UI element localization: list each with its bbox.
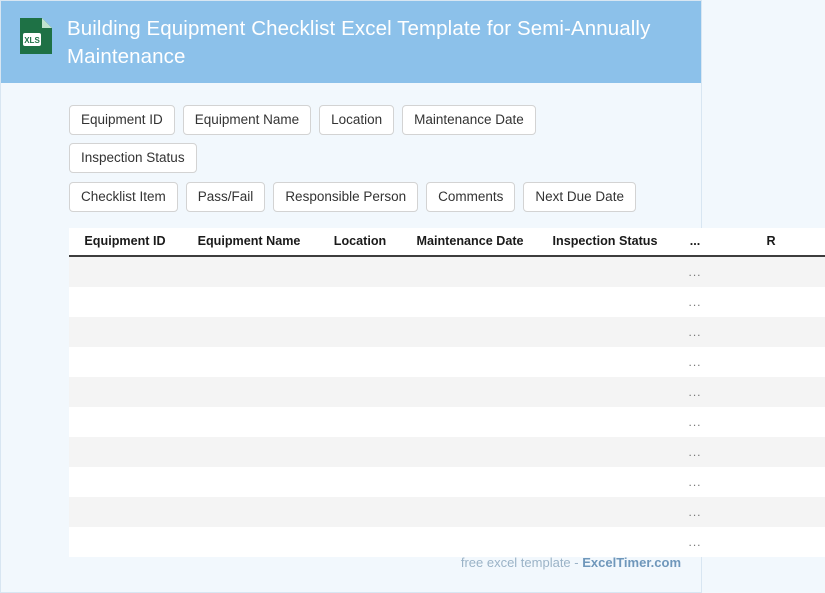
chip-responsible-person[interactable]: Responsible Person	[273, 182, 418, 212]
table-row	[69, 317, 825, 347]
table-row	[69, 407, 825, 437]
table-cell	[181, 407, 317, 437]
table-cell-overflow: ...	[673, 256, 717, 287]
table-cell	[537, 497, 673, 527]
table-row	[69, 287, 825, 317]
table-cell	[537, 287, 673, 317]
table-cell	[717, 347, 825, 377]
chip-next-due-date[interactable]: Next Due Date	[523, 182, 636, 212]
footer	[461, 555, 681, 570]
table-header-truncated: R	[717, 228, 825, 256]
table-cell	[69, 256, 181, 287]
table-cell	[69, 527, 181, 557]
page-title: Building Equipment Checklist Excel Template for Semi-Annually Maintenance	[67, 17, 651, 68]
table-cell	[317, 407, 403, 437]
table-cell	[403, 256, 537, 287]
footer-text: free excel template -	[460, 555, 579, 570]
chip-location[interactable]: Location	[319, 105, 394, 135]
table-cell-overflow: ...	[673, 467, 717, 497]
column-chip-list	[69, 105, 639, 212]
chip-maintenance-date[interactable]: Maintenance Date	[402, 105, 536, 135]
table-cell	[317, 467, 403, 497]
table-cell	[69, 377, 181, 407]
table-cell	[403, 527, 537, 557]
table-cell-overflow: ...	[673, 287, 717, 317]
table-cell	[403, 407, 537, 437]
table-header-maintenance-date: Maintenance Date	[403, 228, 537, 256]
table-cell	[537, 467, 673, 497]
table-header-inspection-status: Inspection Status	[537, 228, 673, 256]
table-cell	[717, 527, 825, 557]
table-cell	[403, 437, 537, 467]
table-cell	[717, 437, 825, 467]
table-cell	[317, 437, 403, 467]
table-cell	[537, 527, 673, 557]
table-cell	[181, 287, 317, 317]
table-header-equipment-name: Equipment Name	[181, 228, 317, 256]
table-cell	[69, 287, 181, 317]
preview-table-wrapper	[69, 228, 776, 557]
table-cell	[69, 317, 181, 347]
table-cell	[403, 317, 537, 347]
table-cell	[181, 467, 317, 497]
chip-inspection-status[interactable]: Inspection Status	[69, 143, 197, 173]
chip-row-2	[69, 182, 639, 212]
table-header-overflow: ...	[673, 228, 717, 256]
preview-table	[69, 228, 825, 557]
table-body	[69, 256, 825, 557]
table-cell	[181, 347, 317, 377]
table-cell	[181, 256, 317, 287]
table-cell	[537, 256, 673, 287]
table-cell-overflow: ...	[673, 437, 717, 467]
table-cell	[69, 467, 181, 497]
table-cell	[403, 287, 537, 317]
footer-brand-link[interactable]: ExcelTimer.com	[582, 555, 681, 570]
page-content	[1, 83, 776, 557]
table-cell	[317, 377, 403, 407]
table-row	[69, 377, 825, 407]
chip-equipment-id[interactable]: Equipment ID	[69, 105, 175, 135]
table-cell	[717, 497, 825, 527]
table-cell	[317, 287, 403, 317]
table-cell	[537, 437, 673, 467]
table-cell	[717, 377, 825, 407]
table-row	[69, 256, 825, 287]
table-cell	[717, 317, 825, 347]
table-row	[69, 467, 825, 497]
xls-file-icon	[19, 17, 53, 55]
table-cell	[317, 527, 403, 557]
table-cell	[69, 407, 181, 437]
table-cell	[537, 317, 673, 347]
table-cell-overflow: ...	[673, 497, 717, 527]
table-cell	[181, 437, 317, 467]
chip-comments[interactable]: Comments	[426, 182, 515, 212]
table-cell	[317, 256, 403, 287]
table-row	[69, 347, 825, 377]
table-row	[69, 527, 825, 557]
table-cell	[403, 497, 537, 527]
chip-equipment-name[interactable]: Equipment Name	[183, 105, 311, 135]
table-cell	[403, 347, 537, 377]
chip-checklist-item[interactable]: Checklist Item	[69, 182, 178, 212]
table-cell	[181, 317, 317, 347]
table-header-row	[69, 228, 825, 256]
table-row	[69, 437, 825, 467]
table-head	[69, 228, 825, 256]
table-cell	[537, 347, 673, 377]
table-cell	[69, 497, 181, 527]
table-cell	[69, 347, 181, 377]
table-cell	[717, 467, 825, 497]
table-cell	[69, 437, 181, 467]
table-cell	[317, 317, 403, 347]
table-cell-overflow: ...	[673, 377, 717, 407]
table-cell	[537, 407, 673, 437]
svg-text:XLS: XLS	[24, 36, 40, 45]
table-cell	[317, 497, 403, 527]
table-cell	[181, 377, 317, 407]
table-cell	[717, 407, 825, 437]
table-cell	[717, 256, 825, 287]
table-header-location: Location	[317, 228, 403, 256]
table-cell-overflow: ...	[673, 347, 717, 377]
table-cell	[717, 287, 825, 317]
table-cell-overflow: ...	[673, 407, 717, 437]
page-header	[1, 1, 701, 83]
table-cell	[537, 377, 673, 407]
chip-row-1	[69, 105, 639, 173]
table-cell-overflow: ...	[673, 317, 717, 347]
table-cell	[317, 347, 403, 377]
table-header-equipment-id: Equipment ID	[69, 228, 181, 256]
table-cell	[403, 467, 537, 497]
chip-pass-fail[interactable]: Pass/Fail	[186, 182, 266, 212]
table-cell	[403, 377, 537, 407]
table-cell	[181, 527, 317, 557]
table-row	[69, 497, 825, 527]
table-cell-overflow: ...	[673, 527, 717, 557]
table-cell	[181, 497, 317, 527]
